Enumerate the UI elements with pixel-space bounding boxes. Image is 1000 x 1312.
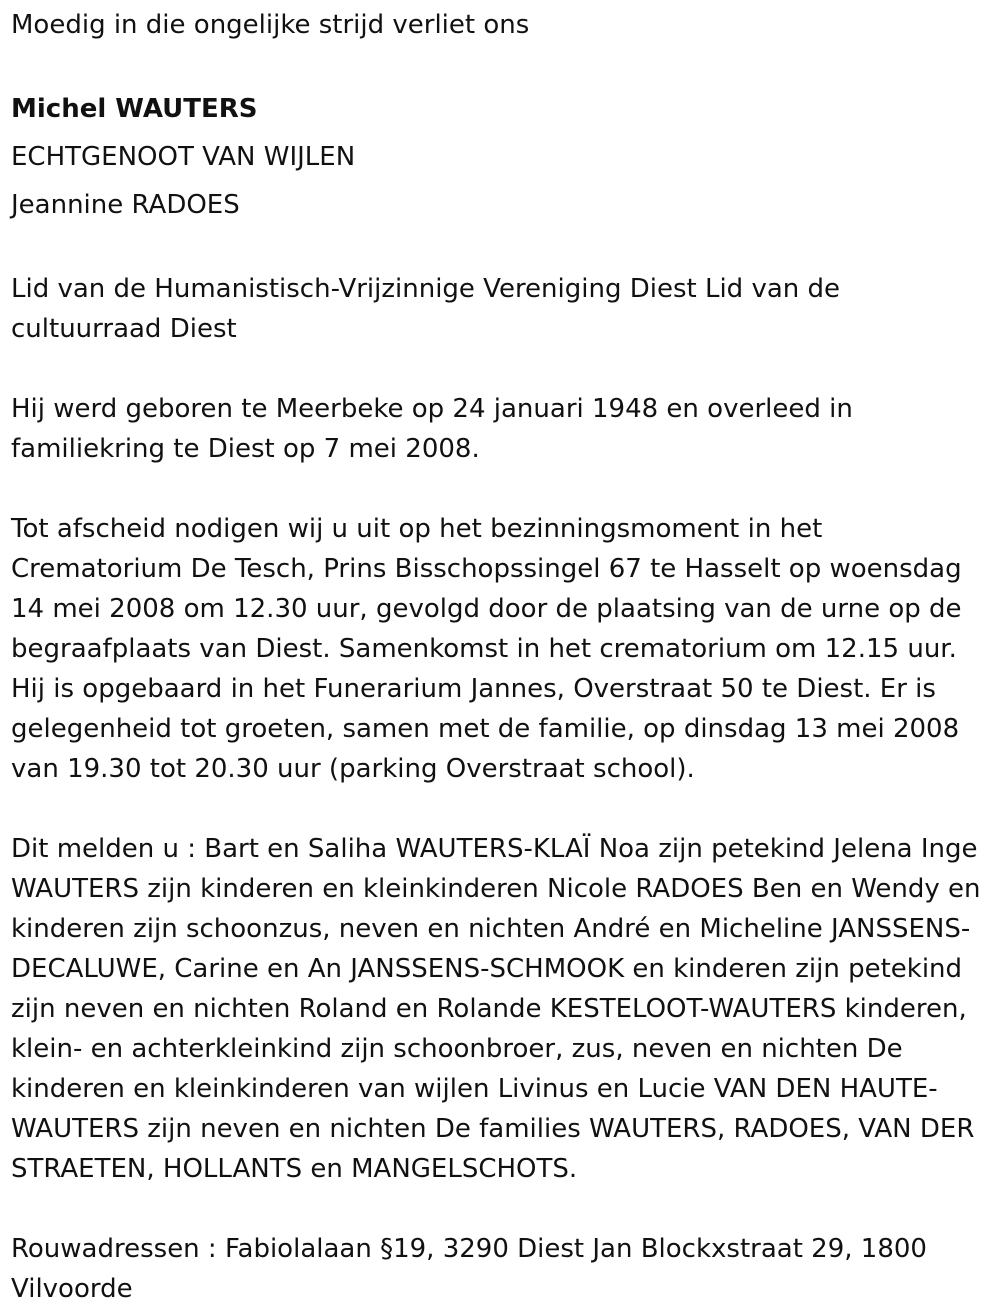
ceremony-paragraph: Tot afscheid nodigen wij u uit op het bezinningsmoment in het Crematorium De Tesch, Prins Bisschopssingel 67 te Hasselt op woensdag 14 mei 2008 om 12.30 uur, gevolgd door de plaatsing van de urne op de begraafplaats van Diest. Samenkomst in het crematorium om 12.15 uur. Hij is opgebaard in het Funerarium Jannes, Overstraat 50 te Diest. Er is gelegenheid tot groeten, samen met de familie, op dinsdag 13 mei 2008 van 19.30 tot 20.30 uur (parking Overstraat school). [11, 514, 962, 784]
obituary-document [11, 0, 995, 1309]
announcers-paragraph: Dit melden u : Bart en Saliha WAUTERS-KLAÏ Noa zijn petekind Jelena Inge WAUTERS zijn kinderen en kleinkinderen Nicole RADOES Ben en Wendy en kinderen zijn schoonzus, neven en nichten André en Micheline JANSSENS-DECALUWE, Carine en An JANSSENS-SCHMOOK en kinderen zijn petekind zijn neven en nichten Roland en Rolande KESTELOOT-WAUTERS kinderen, klein- en achterkleinkind zijn schoonbroer, zus, neven en nichten De kinderen en kleinkinderen van wijlen Livinus en Lucie VAN DEN HAUTE-WAUTERS zijn neven en nichten De families WAUTERS, RADOES, VAN DER STRAETEN, HOLLANTS en MANGELSCHOTS. [11, 834, 981, 1184]
birth-death-paragraph: Hij werd geboren te Meerbeke op 24 januari 1948 en overleed in familiekring te Diest op 7 mei 2008. [11, 394, 853, 464]
spacer [11, 349, 995, 389]
membership-paragraph: Lid van de Humanistisch-Vrijzinnige Vereniging Diest Lid van de cultuurraad Diest [11, 274, 841, 344]
deceased-name: Michel WAUTERS [11, 94, 258, 124]
spacer [11, 789, 995, 829]
deceased-block [11, 85, 995, 229]
spacer [11, 45, 995, 85]
spacer [11, 229, 995, 269]
spacer [11, 1189, 995, 1229]
spouse-name: Jeannine RADOES [11, 190, 240, 220]
relation-text: ECHTGENOOT VAN WIJLEN [11, 142, 356, 172]
spacer [11, 469, 995, 509]
intro-text: Moedig in die ongelijke strijd verliet ons [11, 10, 530, 40]
addresses-paragraph: Rouwadressen : Fabiolalaan §19, 3290 Diest Jan Blockxstraat 29, 1800 Vilvoorde [11, 1234, 927, 1304]
